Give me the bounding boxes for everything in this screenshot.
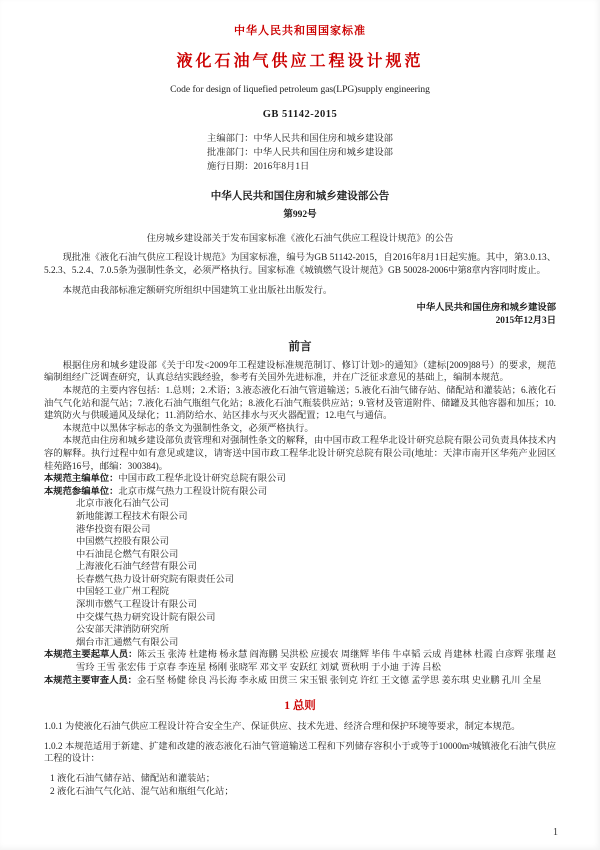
announcement-number: 第992号 xyxy=(283,210,317,220)
drafters-line xyxy=(44,649,556,674)
participant-label: 本规范参编单位： xyxy=(44,486,119,497)
participant-org-list xyxy=(76,498,556,649)
page-number: 1 xyxy=(553,827,558,838)
clause-1-0-2-item-1: 1 液化石油气储存站、储配站和灌装站； xyxy=(50,774,216,784)
foreword-paragraph-basis: 根据住房和城乡建设部《关于印发<2009年工程建设标准规范制订、修订计划>的通知》（建标[2009]88号）的要求，规范编制组经广泛调查研究，认真总结实践经验，参考有关国外先进标准，并在广泛征求意见的基础上，编制本规范。 xyxy=(44,360,556,384)
clause-1-0-2: 1.0.2 本规范适用于新建、扩建和改建的液态液化石油气管道输送工程和下列储存容积小于或等于10000m³城镇液化石油气供应工程的设计： xyxy=(44,741,556,765)
announcement-paragraph-publish: 本规范由我部标准定额研究所组织中国建筑工业出版社出版发行。 xyxy=(62,286,333,297)
clause-1-0-1: 1.0.1 为使液化石油气供应工程设计符合安全生产、保证供应、技术先进、经济合理和保护环境等要求，制定本规范。 xyxy=(44,722,521,733)
participant-first-value: 北京市煤气热力工程设计院有限公司 xyxy=(118,486,268,497)
section-title: 1 总则 xyxy=(284,700,316,713)
signature-date: 2015年12月3日 xyxy=(495,315,556,326)
announcement-subject: 住房城乡建设部关于发布国家标准《液化石油气供应工程设计规范》的公告 xyxy=(146,234,454,244)
meta-line-approval-dept: 批准部门：中华人民共和国住房和城乡建设部 xyxy=(207,148,393,158)
participant-org: 长春燃气热力设计研究院有限责任公司 xyxy=(76,574,235,585)
participant-org: 北京市液化石油气公司 xyxy=(76,499,169,510)
foreword-section xyxy=(44,338,556,687)
participant-org: 深圳市燃气工程设计有限公司 xyxy=(76,600,197,611)
participant-org: 中石油昆仑燃气有限公司 xyxy=(76,549,179,560)
document-title: 液化石油气供应工程设计规范 xyxy=(176,53,424,70)
section-general-provisions xyxy=(44,697,556,799)
meta-lines xyxy=(207,132,393,174)
participant-org: 上海液化石油气经营有限公司 xyxy=(76,562,197,573)
participant-lead-line xyxy=(44,486,556,499)
foreword-paragraph-mandatory: 本规范中以黑体字标志的条文为强制性条文，必须严格执行。 xyxy=(62,423,314,434)
announcement-paragraph-approval: 现批准《液化石油气供应工程设计规范》为国家标准，编号为GB 51142-2015，自2016年8月1日起实施。其中，第3.0.13、5.2.3、5.2.4、7.0.5条为强制性条文，必须严格执行。国家标准《城镇燃气设计规范》GB 50028-2006中第8章内容同时废止。 xyxy=(44,253,556,276)
meta-block xyxy=(44,132,556,174)
meta-line-chief-dept: 主编部门：中华人民共和国住房和城乡建设部 xyxy=(207,134,393,144)
announcement-section xyxy=(44,188,556,328)
participant-org: 公安部天津消防研究所 xyxy=(76,625,169,636)
clause-1-0-2-item-2: 2 液化石油气气化站、混气站和瓶组气化站； xyxy=(50,787,234,798)
chief-editor-value: 中国市政工程华北设计研究总院有限公司 xyxy=(118,474,286,485)
participant-org: 中国燃气控股有限公司 xyxy=(76,537,169,548)
reviewers-names: 金石坚 杨健 徐良 冯长海 李永威 田贯三 宋玉银 张钊克 许红 王文德 孟学思 姜东琪 史业鹏 孔川 全星 xyxy=(136,675,542,686)
chief-editor-label: 本规范主编单位： xyxy=(44,474,119,485)
participant-org: 中国轻工业广州工程院 xyxy=(76,587,169,598)
participant-org: 烟台市汇通燃气有限公司 xyxy=(76,637,179,648)
doc-header xyxy=(44,22,556,174)
drafters-label: 本规范主要起草人员： xyxy=(44,650,138,661)
chief-editor-line xyxy=(44,473,556,486)
participant-org: 新地能源工程技术有限公司 xyxy=(76,511,188,522)
meta-line-effective-date: 施行日期：2016年8月1日 xyxy=(207,162,310,172)
announcement-org: 中华人民共和国住房和城乡建设部公告 xyxy=(210,191,390,202)
standard-label: 中华人民共和国国家标准 xyxy=(234,25,366,37)
reviewers-label: 本规范主要审查人员： xyxy=(44,675,137,686)
drafters-names: 陈云玉 张涛 杜建梅 杨永慧 阎海鹏 吴洪松 应援农 周继辉 毕伟 牛卓韬 云成 肖建林 杜霞 白彦辉 张瑾 赵雪玲 王雪 张宏伟 于京春 李连星 杨刚 张晓军 邓文平 安跃红 刘斌 贾秋明 于小迪 于涛 吕松 xyxy=(76,650,556,674)
foreword-paragraph-contents: 本规范的主要内容包括：1.总则；2.术语；3.液态液化石油气管道输送；5.液化石油气储存站、储配站和灌装站；6.液化石油气气化站和混气站；7.液化石油气瓶组气化站；8.液化石油气瓶装供应站；9.管材及管道附件、储罐及其他容器和加压；10.建筑防火与供暖通风及绿化；11.消防给水、站区排水与灭火器配置；12.电气与通信。 xyxy=(44,385,556,422)
foreword-paragraph-management: 本规范由住房和城乡建设部负责管理和对强制性条文的解释，由中国市政工程华北设计研究总院有限公司负责具体技术内容的解释。执行过程中如有意见或建议，请寄送中国市政工程华北设计研究总院有限公司(地址：天津市南开区华苑产业园区桂苑路16号，邮编：300384)。 xyxy=(44,436,556,472)
reviewers-line xyxy=(44,675,556,688)
participant-org: 港华投资有限公司 xyxy=(76,524,151,535)
foreword-title: 前言 xyxy=(288,340,312,353)
document-title-en: Code for design of liquefied petroleum gas(LPG)supply engineering xyxy=(170,85,430,95)
participant-org: 中交煤气热力研究设计院有限公司 xyxy=(76,612,216,623)
standard-code: GB 51142-2015 xyxy=(262,109,338,120)
signature-org: 中华人民共和国住房和城乡建设部 xyxy=(416,302,556,313)
